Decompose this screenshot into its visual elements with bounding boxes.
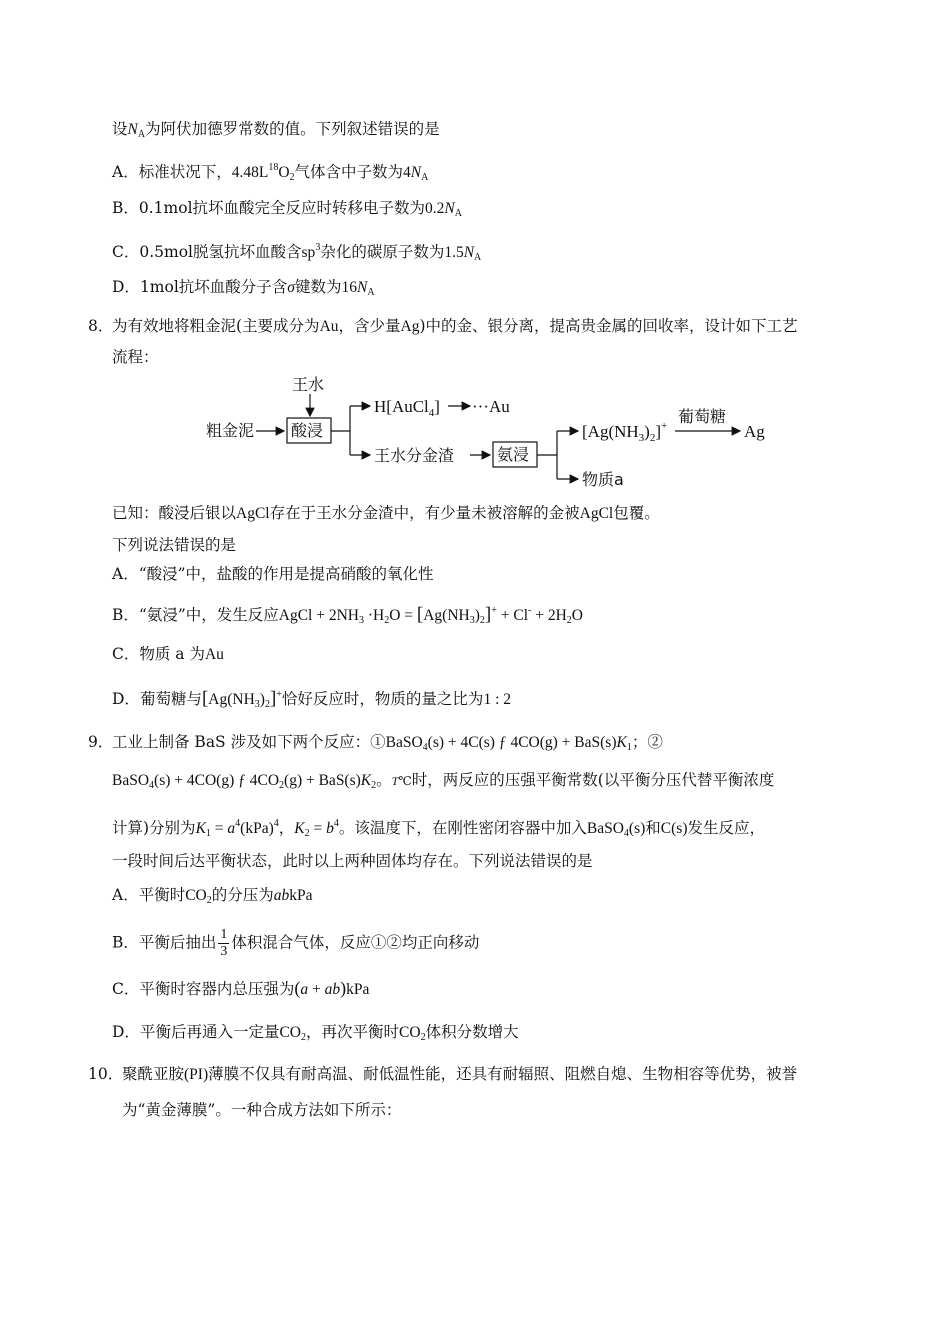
flow-silver-product: Ag [744, 422, 765, 441]
q8-option-d[interactable]: D．葡萄糖与$[Ag(NH_3)_2]^+$恰好反应时，物质的量之比为1 : 2 [112, 688, 511, 710]
q9-option-c[interactable]: C．平衡时容器内总压强为(a + ab)kPa [112, 978, 370, 998]
q9-stem-line2: BaSO$_4$(s) + 4CO(g) ƒ $4CO_2(g) + BaS(s)K_2$。T℃时，两反应的压强平衡常数(以平衡分压代替平衡浓度 [112, 771, 775, 791]
q7-option-b[interactable]: B．0.1mol抗坏血酸完全反应时转移电子数为$0.2N_A$ [112, 199, 462, 219]
flow-glucose: 葡萄糖 [678, 407, 727, 426]
process-flow-diagram [200, 370, 800, 495]
q8-ask: 下列说法错误的是 [112, 536, 237, 554]
q9-option-a[interactable]: A．平衡时$CO_2$的分压为abkPa [112, 886, 313, 906]
q10-stem-line2: 为“黄金薄膜”。一种合成方法如下所示： [122, 1101, 402, 1119]
q8-number: 8． [88, 317, 114, 335]
flow-ammonia-leach: 氨浸 [497, 445, 530, 464]
q9-option-d[interactable]: D．平衡后再通入一定量$CO_2$，再次平衡时$CO_2$体积分数增大 [112, 1023, 519, 1043]
q9-number: 9． [88, 733, 114, 751]
q9-stem-line1: 工业上制备 BaS 涉及如下两个反应：①BaSO$_4$(s) + 4C(s) ƒ $4CO(g) + BaS(s)K_1$；② [112, 733, 663, 753]
q7-option-a[interactable]: A．标准状况下，$4.48L^{18}O_2$气体含中子数为$4N_A$ [112, 162, 429, 183]
q8-option-c[interactable]: C．物质 a 为Au [112, 645, 224, 663]
q8-option-a[interactable]: A．“酸浸”中，盐酸的作用是提高硝酸的氧化性 [112, 565, 434, 583]
q9-stem-line4: 一段时间后达平衡状态，此时以上两种固体均存在。下列说法错误的是 [112, 852, 593, 870]
q8-stem-line1: 为有效地将粗金泥(主要成分为Au，含少量Ag)中的金、银分离，提高贵金属的回收率，设计如下工艺 [112, 317, 798, 335]
flow-h-aucl4: H[AuCl$_4$] [374, 397, 440, 419]
q9-stem-line3: 计算)分别为$K_1 = a^4(kPa)^4$，$K_2 = b^4$。该温度下，在刚性密闭容器中加入BaSO$_4$(s)和C(s)发生反应， [112, 818, 765, 839]
q7-stem: 设$N_A$为阿伏加德罗常数的值。下列叙述错误的是 [112, 120, 440, 140]
q10-number: 10． [88, 1065, 124, 1083]
flow-acid-leach: 酸浸 [291, 421, 324, 440]
q10-stem-line1: 聚酰亚胺(PI)薄膜不仅具有耐高温、耐低温性能，还具有耐辐照、阻燃自熄、生物相容等优势，被誉 [122, 1065, 798, 1083]
flow-aqua-regia: 王水 [292, 375, 325, 394]
q9-option-b[interactable]: B．平衡后抽出 $\frac{1}{3}$ 体积混合气体，反应①②均正向移动 [112, 927, 480, 959]
flow-aqua-regia-residue: 王水分金渣 [374, 446, 455, 465]
q7-option-c[interactable]: C．0.5mol脱氢抗坏血酸含$sp^3$杂化的碳原子数为$1.5N_A$ [112, 242, 482, 263]
q8-known: 已知：酸浸后银以AgCl存在于王水分金渣中，有少量未被溶解的金被AgCl包覆。 [112, 504, 660, 522]
q8-stem-line2: 流程： [112, 348, 159, 366]
q7-option-d[interactable]: D．1mol抗坏血酸分子含σ键数为$16N_A$ [112, 278, 375, 298]
flow-silver-ammonia-complex: $[Ag(NH_3)_2]^+$ [582, 420, 668, 444]
flow-au-product: ···Au [472, 397, 510, 416]
fraction-one-third: $\frac{1}{3}$ [220, 927, 228, 959]
q8-option-b[interactable]: B．“氨浸”中，发生反应AgCl + $2NH_3 \cdot H_2O = [Ag(NH_3)_2]^+ + Cl^- + 2H_2O$ [112, 604, 583, 626]
flow-substance-a: 物质a [582, 470, 624, 489]
flow-crude-gold-mud: 粗金泥 [206, 421, 255, 440]
